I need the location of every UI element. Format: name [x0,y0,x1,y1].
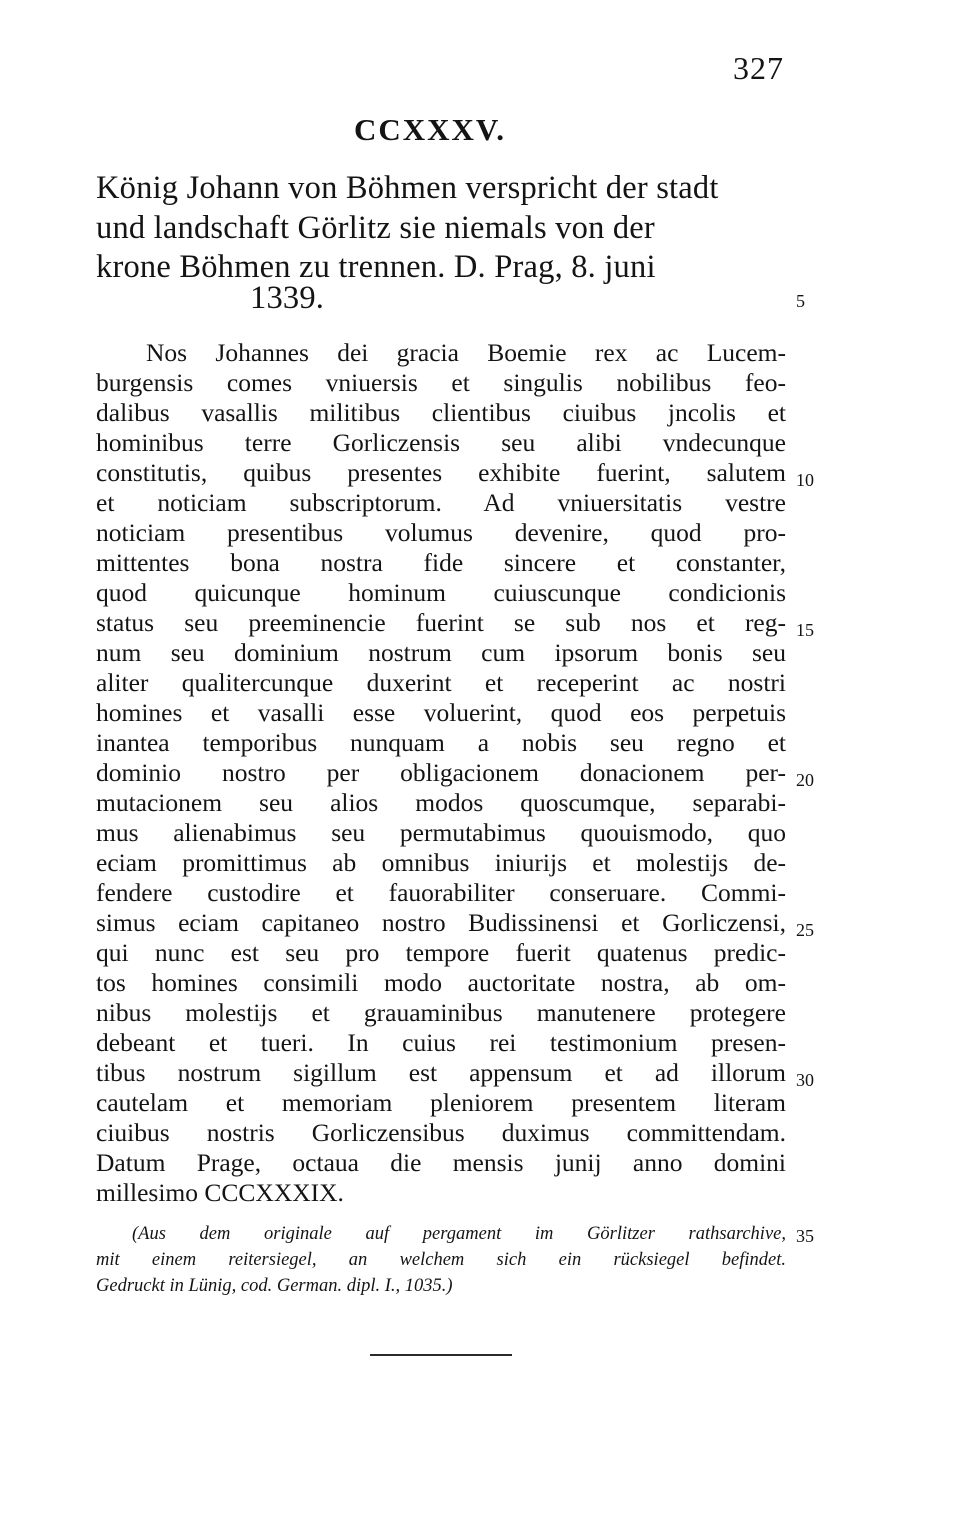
body-line-3: dalibus vasallis militibus clientibus ciuibus jncolis et [96,398,786,427]
body-line-16: mutacionem seu alios modos quoscumque, separabi- [96,788,786,817]
line-marker-35: 35 [796,1226,814,1246]
line-marker-15: 15 [796,620,814,640]
body-line-28: Datum Prage, octaua die mensis junij anno domini [96,1148,786,1177]
body-line-10: status seu preeminencie fuerint se sub nos et reg- [96,608,786,637]
body-line-15: dominio nostro per obligacionem donacionem per- [96,758,786,787]
body-line-12: aliter qualitercunque duxerint et receperint ac nostri [96,668,786,697]
line-marker-30: 30 [796,1070,814,1090]
body-line-2: burgensis comes vniuersis et singulis nobilibus feo- [96,368,786,397]
heading-line-1: König Johann von Böhmen verspricht der stadt [96,170,719,206]
page-number: 327 [733,50,784,86]
body-line-11: num seu dominium nostrum cum ipsorum bonis seu [96,638,786,667]
body-line-19: fendere custodire et fauorabiliter conseruare. Commi- [96,878,786,907]
body-line-9: quod quicunque hominum cuiuscunque condicionis [96,578,786,607]
document-number: CCXXXV. [353,112,507,147]
body-line-8: mittentes bona nostra fide sincere et constanter, [96,548,786,577]
body-line-27: ciuibus nostris Gorliczensibus duximus committendam. [96,1118,786,1147]
source-note-line-2: mit einem reitersiegel, an welchem sich ein rücksiegel befindet. [96,1250,786,1270]
heading-line-3: krone Böhmen zu trennen. D. Prag, 8. juni [96,249,656,285]
body-line-20: simus eciam capitaneo nostro Budissinensi et Gorliczensi, [96,908,786,937]
body-line-18: eciam promittimus ab omnibus iniurijs et molestijs de- [96,848,786,877]
line-marker-5: 5 [796,291,805,311]
body-line-6: et noticiam subscriptorum. Ad vniuersitatis vestre [96,488,786,517]
body-line-17: mus alienabimus seu permutabimus quouismodo, quo [96,818,786,847]
body-line-21: qui nunc est seu pro tempore fuerit quatenus predic- [96,938,786,967]
body-line-14: inantea temporibus nunquam a nobis seu regno et [96,728,786,757]
body-line-23: nibus molestijs et grauaminibus manutenere protegere [96,998,786,1027]
heading-line-2: und landschaft Görlitz sie niemals von der [96,210,655,246]
line-marker-25: 25 [796,920,814,940]
body-line-22: tos homines consimili modo auctoritate nostra, ab om- [96,968,786,997]
body-line-13: homines et vasalli esse voluerint, quod eos perpetuis [96,698,786,727]
body-line-25: tibus nostrum sigillum est appensum et ad illorum [96,1058,786,1087]
end-rule-divider [370,1354,512,1356]
body-line-1: Nos Johannes dei gracia Boemie rex ac Lucem- [146,338,786,367]
source-note-line-1: (Aus dem originale auf pergament im Görlitzer rathsarchive, [132,1224,786,1244]
body-line-7: noticiam presentibus volumus devenire, quod pro- [96,518,786,547]
body-line-24: debeant et tueri. In cuius rei testimonium presen- [96,1028,786,1057]
body-line-26: cautelam et memoriam pleniorem presentem literam [96,1088,786,1117]
line-marker-10: 10 [796,470,814,490]
body-line-5: constitutis, quibus presentes exhibite fuerint, salutem [96,458,786,487]
line-marker-20: 20 [796,770,814,790]
heading-line-4: 1339. [250,280,325,316]
source-note-line-3: Gedruckt in Lünig, cod. German. dipl. I., 1035.) [96,1276,453,1296]
body-line-29: millesimo CCCXXXIX. [96,1178,344,1207]
body-line-4: hominibus terre Gorliczensis seu alibi vndecunque [96,428,786,457]
